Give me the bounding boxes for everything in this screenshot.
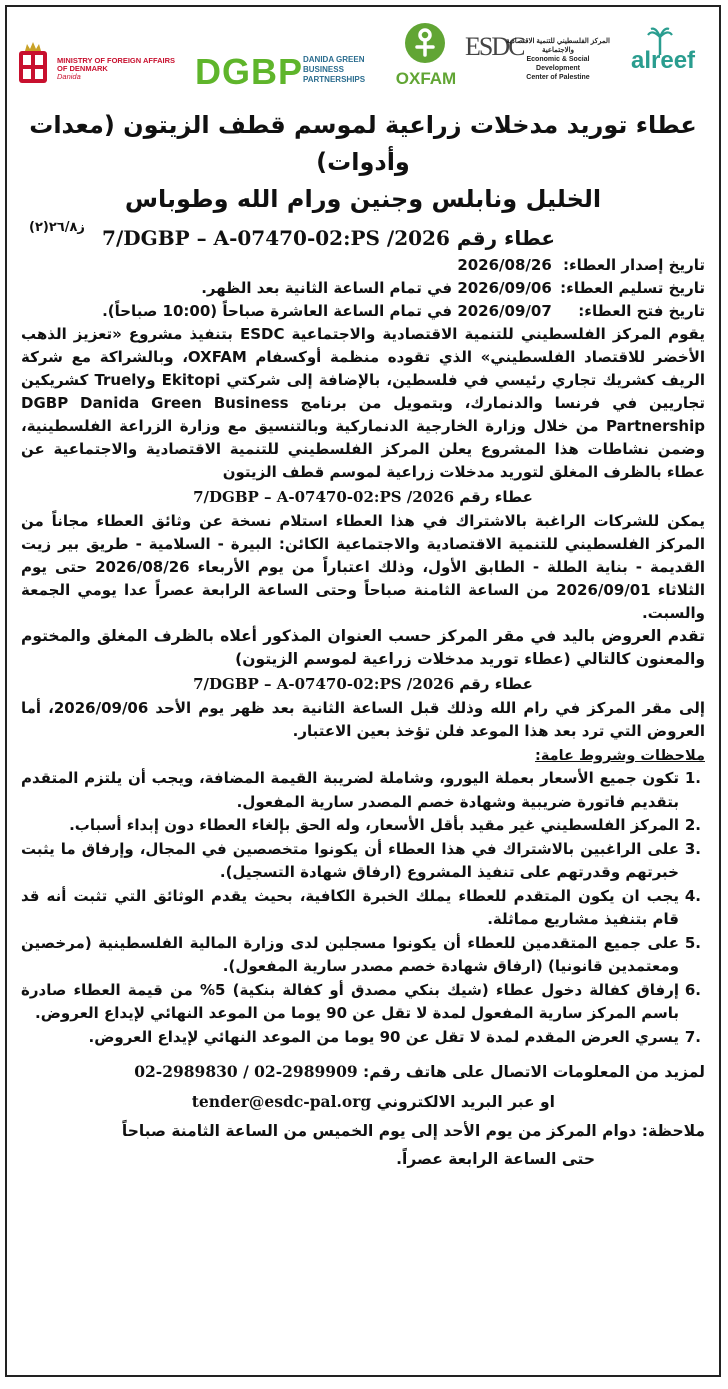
tender-number-label: عطاء رقم xyxy=(459,488,533,506)
issue-date-value: 2026/08/26 xyxy=(457,256,552,274)
office-hours-note xyxy=(21,1117,705,1173)
tender-dates xyxy=(21,254,705,323)
title-line2: الخليل ونابلس وجنين ورام الله وطوباس xyxy=(124,185,602,213)
esdc-english-name-line2: Center of Palestine xyxy=(526,74,590,81)
deadline-paragraph: إلى مقر المركز في رام الله وذلك قبل الساعة الثانية بعد ظهر يوم الأحد 2026/09/06، أما العروض التي ترد بعد هذا الموعد فلن تؤخذ بعين الاعتبار. xyxy=(21,699,705,740)
notes-list xyxy=(21,767,705,1049)
note-number: .6 xyxy=(684,980,701,999)
issue-date-row xyxy=(21,254,705,277)
note-text: على جميع المتقدمين للعطاء أن يكونوا مسجلين لدى وزارة المالية الفلسطينية (مرخصين ومعتمدين قانونيا) (ارفاق شهادة خصم مصدر سارية المفعول). xyxy=(21,933,679,975)
esdc-mark: ESDC xyxy=(465,32,524,61)
submit-date-row xyxy=(21,277,705,300)
tender-number-row xyxy=(21,220,705,254)
list-item xyxy=(21,1026,705,1050)
danida-mfa-logo xyxy=(17,39,187,89)
intro-paragraph: يقوم المركز الفلسطيني للتنمية الاقتصادية والاجتماعية ESDC بتنفيذ مشروع «تعزيز الذهب الأخضر للاقتصاد الفلسطيني» الذي تقوده منظمة أوكسفام OXFAM، وبالشراكة مع شركة الريف كشريك تجاري رئيسي في فلسطين، بالإضافة إلى شركتي Ekitopi وTruely كشريكين تجاريين في فرنسا والدنمارك، وبتمويل من برنامج DGBP Danida Green Business Partnership من خلال وزارة الخارجية الدنماركية وبالتنسيق مع وزارة الزراعة الفلسطينية، وضمن نشاطات هذا المشروع يعلن المركز الفلسطيني للتنمية الاقتصادية والاجتماعية عن عطاء بالظرف المغلق لتوريد مدخلات زراعية لموسم قطف الزيتون xyxy=(21,325,705,481)
list-item xyxy=(21,932,705,979)
note-text: يجب ان يكون المتقدم للعطاء يملك الخبرة الكافية، بحيث يقدم الوثائق التي تثبت أنه قد قام بتنفيذ مشاريع مماثلة. xyxy=(21,886,679,928)
title-line1: عطاء توريد مدخلات زراعية لموسم قطف الزيتون (معدات وأدوات) xyxy=(29,111,697,176)
tender-number-heading xyxy=(102,226,555,250)
email-row xyxy=(21,1087,705,1117)
danish-crown-seal-icon xyxy=(17,41,49,85)
dgbp-wordmark: DGBP xyxy=(195,51,304,92)
oxfam-logo xyxy=(389,23,459,95)
danida-label: Danida xyxy=(57,72,81,81)
mfa-name-line1: MINISTRY OF FOREIGN AFFAIRS xyxy=(57,56,176,65)
note-text: المركز الفلسطيني غير مقيد بأقل الأسعار، وله الحق بإلغاء العطاء دون إبداء أسباب. xyxy=(69,816,679,834)
note-number: .7 xyxy=(684,1027,701,1046)
publication-code: ز٢٦/٨(٢) xyxy=(29,220,85,235)
tender-number: 7/DGBP – A-07470-02:PS /2026 xyxy=(193,675,455,693)
note-number: .3 xyxy=(684,839,701,858)
mfa-name-line2: OF DENMARK xyxy=(57,64,108,73)
open-date-value: 2026/09/07 في تمام الساعة العاشرة صباحاً (10:00 صباحاً). xyxy=(102,302,552,320)
contact-block xyxy=(21,1057,705,1117)
tender-advertisement xyxy=(5,5,721,1377)
alreef-logo xyxy=(627,27,719,97)
list-item xyxy=(21,979,705,1026)
list-item xyxy=(21,814,705,838)
open-date-label: تاريخ فتح العطاء: xyxy=(578,302,705,320)
office-hours-line1: ملاحظة: دوام المركز من يوم الأحد إلى يوم الخميس من الساعة الثامنة صباحاً xyxy=(121,1122,705,1140)
email-label: او عبر البريد الالكتروني xyxy=(376,1093,555,1111)
open-date-row xyxy=(21,300,705,323)
esdc-english-name-line1: Economic & Social Development xyxy=(526,56,590,72)
tender-title xyxy=(21,107,705,218)
tender-number: 7/DGBP – A-07470-02:PS /2026 xyxy=(102,226,450,250)
email-address: tender@esdc-pal.org xyxy=(191,1092,372,1111)
dgbp-tag-line2: BUSINESS xyxy=(303,65,344,74)
list-item xyxy=(21,885,705,932)
dgbp-tag-line3: PARTNERSHIPS xyxy=(303,75,366,84)
dgbp-tag-line1: DANIDA GREEN xyxy=(303,55,365,64)
office-hours-line2: حتى الساعة الرابعة عصراً. xyxy=(396,1150,595,1168)
esdc-arabic-name: المركز الفلسطيني للتنمية الاقتصادية والاجتماعية xyxy=(505,38,610,54)
phone-label: لمزيد من المعلومات الاتصال على هاتف رقم: xyxy=(363,1063,705,1081)
note-number: .4 xyxy=(684,886,701,905)
phone-numbers: 02-2989830 / 02-2989909 xyxy=(134,1062,358,1081)
tender-number-line-1 xyxy=(21,484,705,510)
esdc-logo xyxy=(465,33,611,93)
note-number: .2 xyxy=(684,816,701,834)
note-text: تكون جميع الأسعار بعملة اليورو، وشاملة لضريبة القيمة المضافة، ويجب أن يلتزم المتقدم بتقديم فاتورة ضريبية وشهادة خصم المصدر سارية المفعول. xyxy=(21,769,679,811)
issue-date-label: تاريخ إصدار العطاء: xyxy=(562,256,705,274)
note-text: يسري العرض المقدم لمدة لا تقل عن 90 يوما من الموعد النهائي لإيداع العروض. xyxy=(88,1027,679,1046)
note-number: .1 xyxy=(684,769,701,787)
note-text: على الراغبين بالاشتراك في هذا العطاء أن يكونوا متخصصين في المجال، وإرفاق ما يثبت خبرتهم وقدرتهم على تنفيذ المشروع (ارفاق شهادة التسجيل). xyxy=(21,839,679,881)
list-item xyxy=(21,838,705,885)
submission-paragraph: تقدم العروض باليد في مقر المركز حسب العنوان المذكور أعلاه بالظرف المغلق والمختوم والمعنون كالتالي (عطاء توريد مدخلات زراعية لموسم الزيتون) xyxy=(21,627,705,668)
note-text: إرفاق كفالة دخول عطاء (شيك بنكي مصدق أو كفالة بنكية) 5% من قيمة العطاء صادرة باسم المركز سارية المفعول لمدة لا تقل عن 90 يوما من الموعد النهائي لإيداع العروض. xyxy=(21,980,679,1022)
sponsor-logos-row xyxy=(7,7,719,99)
alreef-wordmark: alreef xyxy=(631,47,696,74)
oxfam-wordmark: OXFAM xyxy=(395,69,457,88)
oxfam-circle-icon xyxy=(405,23,445,63)
list-item xyxy=(21,767,705,814)
tender-number: 7/DGBP – A-07470-02:PS /2026 xyxy=(193,488,455,506)
tender-body xyxy=(21,107,705,1173)
submit-date-label: تاريخ تسليم العطاء: xyxy=(560,279,705,297)
submit-date-value: 2026/09/06 في تمام الساعة الثانية بعد الظهر. xyxy=(201,279,552,297)
documents-paragraph: يمكن للشركات الراغبة بالاشتراك في هذا العطاء استلام نسخة عن وثائق العطاء مجاناً من المركز الفلسطيني للتنمية الاقتصادية والاجتماعية الكائن: البيرة - السلامية - طريق بير زيت القديمة - بناية الطلة - الطابق الأول، وذلك اعتباراً من يوم الأربعاء 2026/08/26 حتى يوم الثلاثاء 2026/09/01 من الساعة الثامنة صباحاً وحتى الساعة الرابعة عصراً عدا يومي الجمعة والسبت. xyxy=(21,512,705,622)
dgbp-logo xyxy=(195,53,375,95)
notes-heading: ملاحظات وشروط عامة: xyxy=(535,748,705,764)
note-number: .5 xyxy=(684,933,701,952)
tender-number-line-2 xyxy=(21,671,705,697)
phone-row xyxy=(21,1057,705,1087)
tender-number-label: عطاء رقم xyxy=(459,675,533,693)
tender-number-label: عطاء رقم xyxy=(456,226,555,250)
